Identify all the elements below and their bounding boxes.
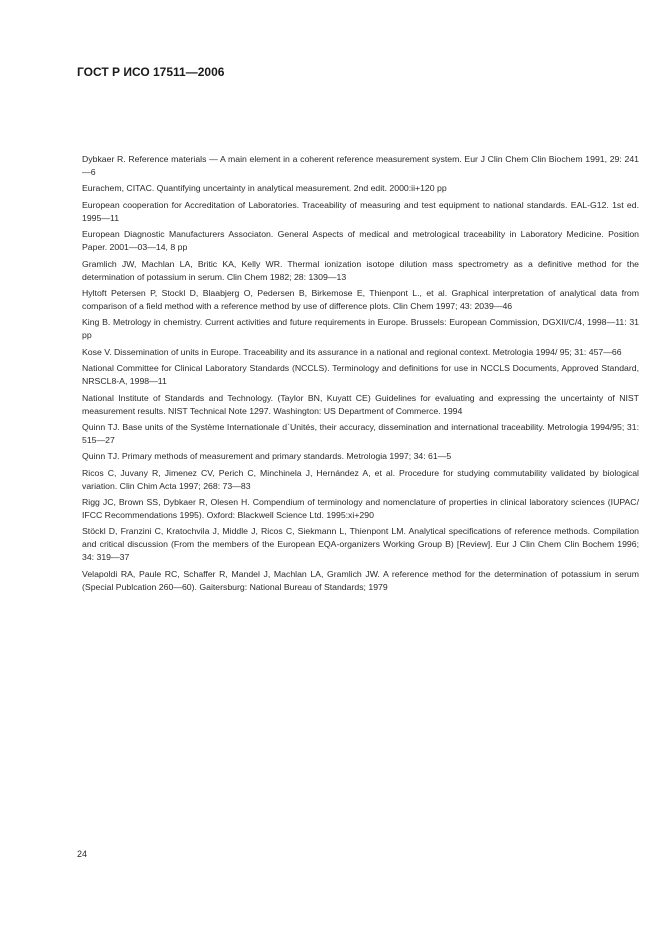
reference-item: European cooperation for Accreditation of Laboratories. Traceability of measuring and test equipment to national standards. EAL-G12. 1st ed. 1995—11	[82, 199, 639, 223]
reference-item: Quinn TJ. Primary methods of measurement and primary standards. Metrologia 1997; 34: 61—5	[82, 451, 452, 462]
reference-item: Velapoldi RA, Paule RC, Schaffer R, Mandel J, Machlan LA, Gramlich JW. A reference method for the determination of potassium in serum (Special Publcation 260—60). Gaitersburg: National Bureau of Standards; 1979	[82, 568, 639, 592]
reference-item: Eurachem, CITAC. Quantifying uncertainty in analytical measurement. 2nd edit. 2000:ii+120 pp	[82, 183, 447, 194]
reference-item: Dybkaer R. Reference materials — A main element in a coherent reference measurement system. Eur J Clin Chem Clin Biochem 1991, 29: 241—6	[82, 154, 639, 177]
reference-item: National Institute of Standards and Technology. (Taylor BN, Kuyatt CE) Guidelines for evaluating and expressing the uncertainty of NIST measurement results. NIST Technical Note 1297. Washington: US Department of Commerce. 1994	[82, 392, 639, 416]
reference-item: King B. Metrology in chemistry. Current activities and future requirements in Europe. Brussels: European Commission, DGXII/C/4, 1998—11: 31 pp	[82, 317, 639, 341]
reference-item: Rigg JC, Brown SS, Dybkaer R, Olesen H. Compendium of terminology and nomenclature of properties in clinical laboratory sciences (IUPAC/ IFCC Recommendations 1995). Oxford: Blackwell Science Ltd. 1995:xi+290	[82, 497, 639, 521]
reference-item: National Committee for Clinical Laboratory Standards (NCCLS). Terminology and definitions for use in NCCLS Documents, Approved Standard, NRSCL8-A, 1998—11	[82, 363, 639, 387]
page-number: 24	[77, 849, 88, 859]
reference-item: Kose V. Dissemination of units in Europe. Traceability and its assurance in a national and regional context. Metrologia 1994/ 95; 31: 457—66	[82, 346, 622, 357]
reference-item: Hyltoft Petersen P, Stockl D, Blaabjerg O, Pedersen B, Birkemose E, Thienpont L., et al. Graphical interpretation of analytical data from comparison of a field method with a reference method by use of difference plots. Clin Chem 1997; 43: 2039—46	[82, 287, 639, 311]
reference-item: Gramlich JW, Machlan LA, Britic KA, Kelly WR. Thermal ionization isotope dilution mass spectrometry as a definitive method for the determination of potassium in serum. Clin Chem 1982; 28: 1309—13	[82, 258, 639, 282]
reference-item: Ricos C, Juvany R, Jimenez CV, Perich C, Minchinela J, Hernández A, et al. Procedure for studying commutability validated by biological variation. Clin Chim Acta 1997; 268: 73—83	[82, 467, 639, 491]
reference-item: European Diagnostic Manufacturers Associaton. General Aspects of medical and metrological traceability in Laboratory Medicine. Position Paper. 2001—03—14, 8 pp	[82, 229, 639, 253]
reference-item: Quinn TJ. Base units of the Système Internationale d`Unités, their accuracy, dissemination and international traceability. Metrologia 1994/95; 31: 515—27	[82, 421, 639, 445]
reference-item: Stöckl D, Franzini C, Kratochvila J, Middle J, Ricos C, Siekmann L, Thienpont LM. Analytical specifications of reference methods. Compilation and critical discussion (From the members of the European EQA-organizers Working Group B) [Review]. Eur J Clin Chem Clin Bochem 1996; 34: 319—37	[82, 526, 639, 563]
document-header: ГОСТ Р ИСО 17511—2006	[77, 65, 225, 79]
bibliography-list	[82, 153, 639, 597]
